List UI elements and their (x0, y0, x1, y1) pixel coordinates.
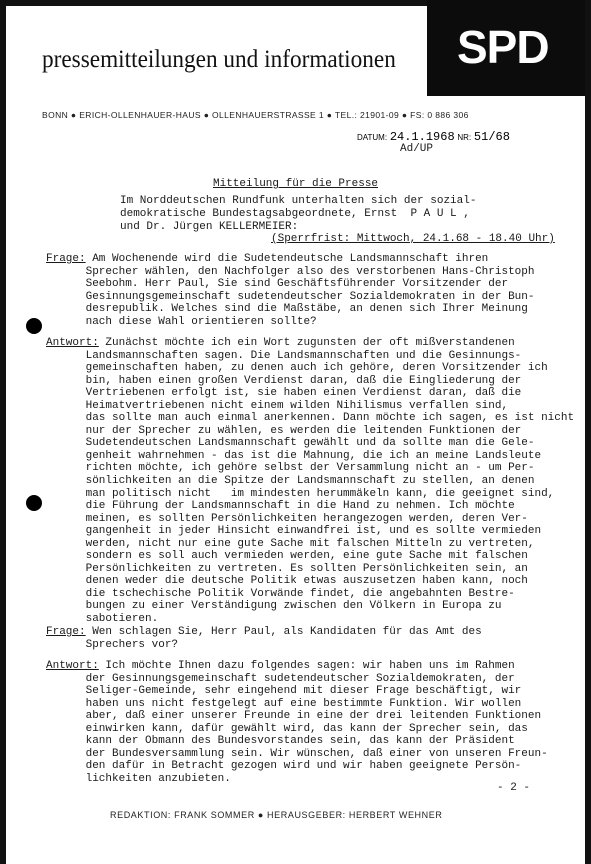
document-heading: Mitteilung für die Presse (213, 178, 379, 190)
punch-hole-top (26, 318, 42, 334)
punch-hole-bottom (26, 495, 42, 511)
masthead-title: pressemitteilungen und informationen (42, 46, 396, 73)
page-continuation-marker: - 2 - (497, 782, 531, 794)
answer-text: Ich möchte Ihnen dazu folgendes sagen: wir haben uns im Rahmen der Gesinnungsgemeinschaft sudetendeutscher Sozialdemokraten, der Seliger-Gemeinde, sehr eingehend mit dieser Frage beschäftigt, wir haben uns nicht festgelegt auf eine bestimmte Funktion. Wir wollen aber, daß einer unserer Freunde in eine der drei leitenden Funktionen einwirken kann, dafür gewählt wird, das kann der Sprecher sein, das kann der Obmann des Bundesvorstandes sein, das kann der Präsident der Bundesversammlung sein. Wir wünschen, daß einer von unseren Freun- den dafür in Betracht gezogen wird und wir haben geeignete Persön- lichkeiten anzubieten. (85, 660, 548, 785)
question-text: Am Wochenende wird die Sudetendeutsche Landsmannschaft ihren Sprecher wählen, den Nachfolger also des verstorbenen Hans-Christoph Seebohm. Herr Paul, Sie sind Geschäftsführender Vorsitzender der Gesinnungsgemeinschaft sudetendeutscher Sozialdemokraten in der Bun- desrepublik. Welches sind die Maßstäbe, an denen sich Ihrer Meinung nach diese Wahl orientieren sollte? (85, 253, 535, 328)
answer-2 (46, 660, 566, 785)
intro-paragraph: Im Norddeutschen Rundfunk unterhalten sich der sozial- demokratische Bundestagsabgeordnete, Ernst P A U L , und Dr. Jürgen KELLERMEIER: (120, 195, 477, 234)
nr-value: 51/68 (473, 130, 510, 144)
date-label: DATUM: (357, 133, 388, 142)
answer-1 (46, 337, 575, 626)
address-line: BONN ● ERICH-OLLENHAUER-HAUS ● OLLENHAUERSTRASSE 1 ● TEL.: 21901-09 ● FS: 0 886 306 (42, 110, 469, 120)
date-number-line (357, 130, 510, 144)
answer-label: Antwort: (46, 337, 99, 349)
reference-code: Ad/UP (400, 143, 434, 155)
embargo-notice: (Sperrfrist: Mittwoch, 24.1.68 - 18.40 Uhr) (271, 233, 555, 245)
question-text: Wen schlagen Sie, Herr Paul, als Kandidaten für das Amt des Sprechers vor? (85, 626, 482, 651)
nr-label: NR: (457, 133, 472, 142)
footer-credits: REDAKTION: FRANK SOMMER ● HERAUSGEBER: HERBERT WEHNER (110, 810, 443, 820)
question-label: Frage: (46, 253, 86, 265)
logo-text: SPD (457, 21, 549, 73)
answer-label: Antwort: (46, 660, 99, 672)
question-2 (46, 626, 566, 651)
answer-text: Zunächst möchte ich ein Wort zugunsten der oft mißverstandenen Landsmannschaften sagen. Die Landsmannschaften und die Gesinnungs- gemeinschaften haben, zu denen auch ich gehöre, deren Vorsitzender ich bin, haben einen großen Verdienst daran, daß die Eingliederung der Vertriebenen erfolgt ist, sie haben einen Verdienst daran, daß die Heimatvertriebenen nicht einem wilden Nihilismus verfallen sind, das sollte man auch einmal anerkennen. Dann möchte ich sagen, es ist nicht nur der Sprecher zu wählen, es werden die leitenden Funktionen der Sudetendeutschen Landsmannschaft gewählt und da sollte man die Gele- genheit wahrnehmen - das ist die Mahnung, die ich an meine Landsleute richten möchte, ich gehöre selbst der Versammlung nicht an - um Per- sönlichkeiten an die Spitze der Landsmannschaft zu stellen, an denen man politisch nicht im mindesten herummäkeln kann, die geeignet sind, die Führung der Landsmannschaft in die Hand zu nehmen. Ich möchte meinen, es sollten Persönlichkeiten herangezogen werden, deren Ver- gangenheit in jeder Hinsicht einwandfrei ist, und es sollte vermieden werden, nicht nur eine gute Sache mit falschen Mitteln zu vertreten, sondern es soll auch vermieden werden, eine gute Sache mit falschen Persönlichkeiten zu vertreten. Es sollten Persönlichkeiten sein, an denen weder die deutsche Politik etwas auszusetzen haben kann, noch die tschechische Politik Vorwände findet, die angebahnten Bestre- bungen zu einer Verständigung zwischen den Völkern in Europa zu sabotieren. (85, 337, 575, 626)
date-value: 24.1.1968 (389, 130, 455, 144)
spd-logo (427, 0, 585, 96)
question-label: Frage: (46, 626, 86, 638)
question-1 (46, 253, 566, 328)
